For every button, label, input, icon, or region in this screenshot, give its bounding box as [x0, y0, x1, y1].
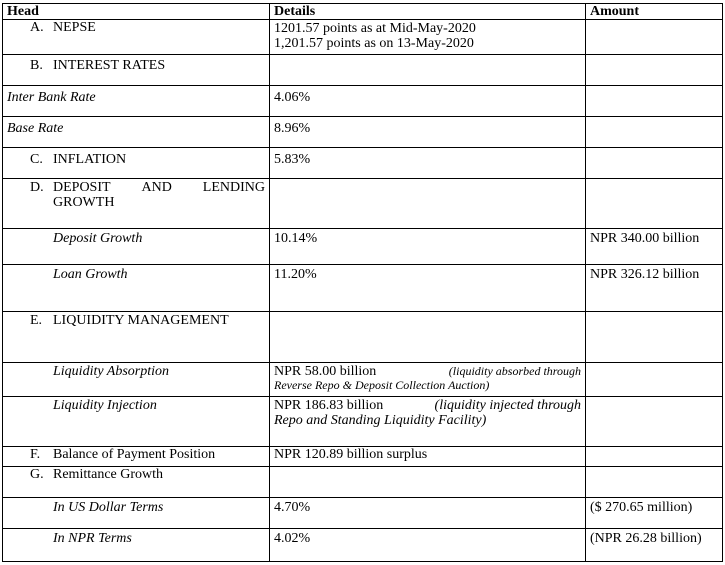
- table-row: [3, 265, 723, 312]
- table-row: [3, 229, 723, 265]
- table-row: [3, 397, 723, 447]
- row-amount: (NPR 26.28 billion): [586, 529, 723, 562]
- row-amount: [586, 447, 723, 467]
- economic-indicators-table: [2, 3, 723, 562]
- row-head: A. NEPSE: [3, 20, 270, 55]
- row-head: F. Balance of Payment Position: [3, 447, 270, 467]
- table-row: [3, 117, 723, 148]
- row-head: E. LIQUIDITY MANAGEMENT: [3, 312, 270, 363]
- row-details: 10.14%: [270, 229, 586, 265]
- row-amount: [586, 148, 723, 179]
- row-details: 8.96%: [270, 117, 586, 148]
- row-amount: [586, 312, 723, 363]
- row-amount: [586, 363, 723, 397]
- row-details: 1201.57 points as at Mid-May-2020 1,201.57 points as on 13-May-2020: [270, 20, 586, 55]
- table-row: [3, 179, 723, 229]
- column-header-head: Head: [3, 4, 270, 20]
- row-details: [270, 55, 586, 86]
- table-row: [3, 86, 723, 117]
- row-amount: [586, 117, 723, 148]
- column-header-details: Details: [270, 4, 586, 20]
- row-head: Inter Bank Rate: [3, 86, 270, 117]
- row-head: Loan Growth: [3, 265, 270, 312]
- row-details: 11.20%: [270, 265, 586, 312]
- row-details: [270, 312, 586, 363]
- row-details: [270, 467, 586, 498]
- row-head: D. DEPOSIT AND LENDING GROWTH: [3, 179, 270, 229]
- row-head: G. Remittance Growth: [3, 467, 270, 498]
- row-amount: [586, 55, 723, 86]
- table-row: [3, 529, 723, 562]
- row-head: In NPR Terms: [3, 529, 270, 562]
- row-amount: NPR 340.00 billion: [586, 229, 723, 265]
- row-amount: [586, 179, 723, 229]
- row-head: In US Dollar Terms: [3, 498, 270, 529]
- row-head: Base Rate: [3, 117, 270, 148]
- row-details: 4.02%: [270, 529, 586, 562]
- row-head: B. INTEREST RATES: [3, 55, 270, 86]
- table-header-row: [3, 4, 723, 20]
- row-details: NPR 58.00 billion (liquidity absorbed through Reverse Repo & Deposit Collection Auction): [270, 363, 586, 397]
- table-row: [3, 498, 723, 529]
- row-amount: NPR 326.12 billion: [586, 265, 723, 312]
- table-row: [3, 467, 723, 498]
- row-amount: [586, 397, 723, 447]
- row-head: C. INFLATION: [3, 148, 270, 179]
- row-amount: [586, 20, 723, 55]
- row-details: [270, 179, 586, 229]
- row-details: NPR 120.89 billion surplus: [270, 447, 586, 467]
- table-row: [3, 363, 723, 397]
- row-head: Deposit Growth: [3, 229, 270, 265]
- row-amount: ($ 270.65 million): [586, 498, 723, 529]
- table-row: [3, 20, 723, 55]
- table-row: [3, 312, 723, 363]
- row-details: 5.83%: [270, 148, 586, 179]
- column-header-amount: Amount: [586, 4, 723, 20]
- row-amount: [586, 86, 723, 117]
- row-amount: [586, 467, 723, 498]
- table-row: [3, 447, 723, 467]
- row-details: 4.06%: [270, 86, 586, 117]
- row-head: Liquidity Absorption: [3, 363, 270, 397]
- row-details: 4.70%: [270, 498, 586, 529]
- table-row: [3, 55, 723, 86]
- row-details: NPR 186.83 billion (liquidity injected through Repo and Standing Liquidity Facility): [270, 397, 586, 447]
- table-row: [3, 148, 723, 179]
- row-head: Liquidity Injection: [3, 397, 270, 447]
